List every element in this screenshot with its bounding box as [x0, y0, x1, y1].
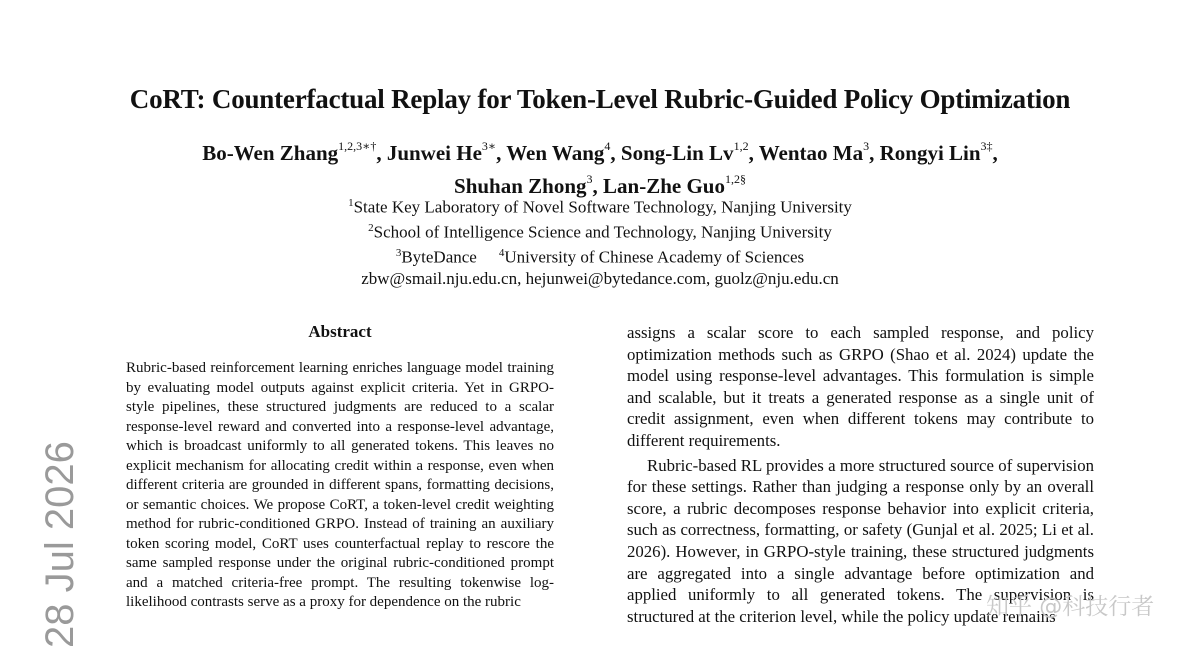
author-emails: zbw@smail.nju.edu.cn, hejunwei@bytedance.com, guolz@nju.edu.cn	[361, 269, 839, 289]
affiliation-line: $^2$School of Intelligence Science and Technology, Nanjing University	[368, 222, 832, 242]
author-name: Rongyi Lin	[879, 141, 981, 165]
author-list	[0, 134, 1200, 200]
watermark: 知乎 @科技行者	[986, 594, 1155, 620]
author-affil-mark: 3∗	[481, 139, 497, 153]
intro-paragraph: Rubric-based RL provides a more structured source of supervision for these settings. Rather than judging a response only by an overall score, a rubric decomposes response behavior into explicit criteria, such as correctness, formatting, or safety (Gunjal et al. 2025; Li et al. 2026). However, in GRPO-style training, these structured judgments are aggregated into a single advantage before optimization and applied uniformly to all generated tokens. The supervision is structured at the criterion level, while the policy update remains	[627, 455, 1094, 626]
author-line-2: Shuhan Zhong$^3$, Lan-Zhe Guo$^{1,2\S}$	[454, 172, 746, 198]
paper-title: CoRT: Counterfactual Replay for Token-Level Rubric-Guided Policy Optimization	[129, 84, 1071, 114]
author-affil-mark: 3	[586, 172, 593, 186]
author-line-1: Bo-Wen Zhang$^{1,2,3∗\dagger}$, Junwei $He^{3∗}$, Wen Wang$^4$, Song-Lin Lv$^{1,2}$, Wentao Ma$^3$, Rongyi Lin$^{3\ddagger}$,	[202, 139, 998, 165]
abstract-text: Rubric-based reinforcement learning enriches language model training by evaluating model outputs against explicit criteria. Yet in GRPO-style pipelines, these structured judgments are reduced to a scalar response-level reward and converted into a response-level advantage, which is broadcast uniformly to all generated tokens. This leaves no explicit mechanism for allocating credit within a response, even when different criteria are grounded in different spans, formatting decisions, or semantic choices. We propose CoRT, a token-level credit weighting method for rubric-conditioned GRPO. Instead of training an auxiliary token scoring model, CoRT uses counterfactual replay to rescore the same sampled response under the original rubric-conditioned prompt and a matched criteria-free prompt. The resulting tokenwise log-likelihood contrasts serve as a proxy for dependence on the rubric	[126, 360, 554, 610]
author-name: Wentao Ma	[758, 141, 864, 165]
intro-column	[627, 322, 1094, 627]
affiliation-line: $^1$State Key Laboratory of Novel Software Technology, Nanjing University	[348, 197, 852, 217]
author-name: Junwei He	[386, 141, 482, 165]
affiliation-line: $^3$ByteDance $^4$University of Chinese Academy of Sciences	[395, 247, 805, 267]
intro-paragraph: assigns a scalar score to each sampled response, and policy optimization methods such as GRPO (Shao et al. 2024) update the model using response-level advantages. This formulation is simple and scalable, but it treats a generated response as a single unit of credit assignment, even when different tokens may contribute to different requirements.	[627, 323, 1094, 450]
affiliations	[0, 193, 1200, 290]
author-affil-mark: 3	[863, 139, 870, 153]
author-affil-mark: 1,2,3∗†	[338, 139, 377, 153]
author-name: Song-Lin Lv	[620, 141, 734, 165]
author-affil-mark: 1,2§	[724, 172, 746, 186]
author-name: Shuhan Zhong	[454, 174, 587, 198]
author-affil-mark: 4	[604, 139, 611, 153]
abstract-heading: Abstract	[308, 322, 372, 341]
author-affil-mark: 1,2	[733, 139, 749, 153]
arxiv-date-stamp: 28 Jul 2026	[38, 441, 82, 648]
author-name: Lan-Zhe Guo	[603, 174, 725, 198]
author-name: Bo-Wen Zhang	[202, 141, 339, 165]
author-affil-mark: 3‡	[980, 139, 993, 153]
author-name: Wen Wang	[506, 141, 605, 165]
